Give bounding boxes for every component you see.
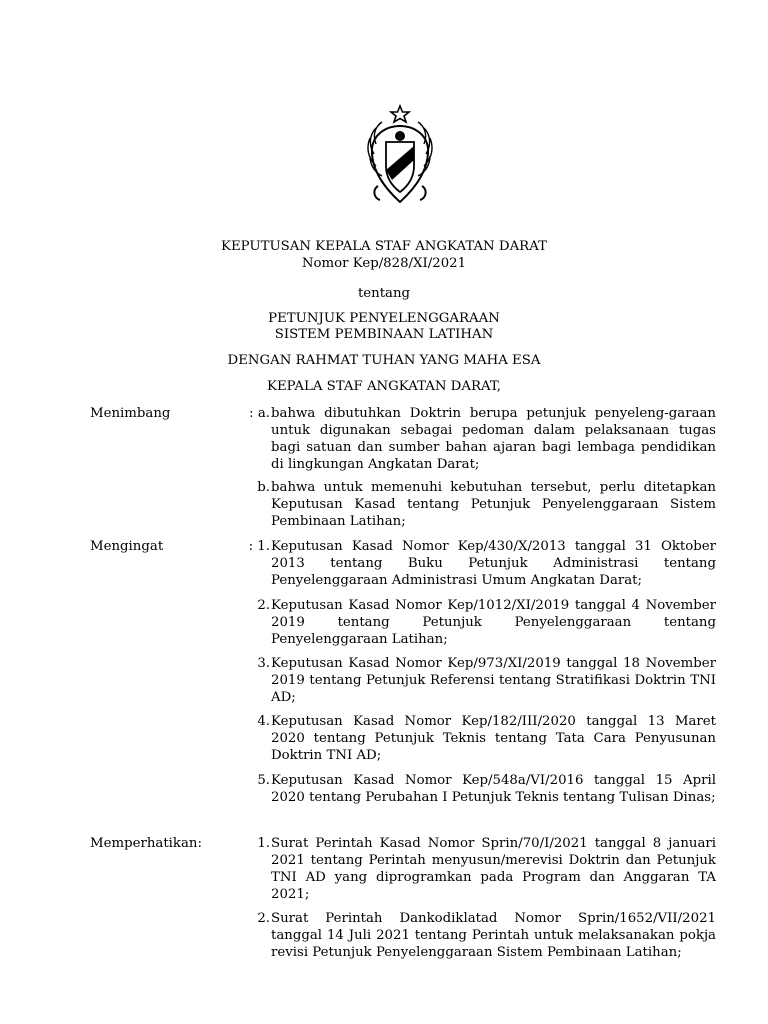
decree-number: Nomor Kep/828/XI/2021 xyxy=(301,256,467,271)
item-text: bahwa untuk memenuhi kebutuhan tersebut, perlu ditetapkan Keputusan Kasad tentang Petunjuk Penyelenggaraan Sistem Pembinaan Latihan; xyxy=(271,480,716,529)
item-marker: : 1. xyxy=(248,539,270,554)
decree-title: KEPUTUSAN KEPALA STAF ANGKATAN DARAT xyxy=(221,239,547,254)
subject-line-1: PETUNJUK PENYELENGGARAAN xyxy=(268,311,500,326)
item-text: Surat Perintah Dankodiklatad Nomor Sprin/1652/VII/2021 tanggal 14 Juli 2021 tentang Perintah untuk melaksanakan pokja revisi Petunjuk Penyelenggaraan Sistem Pembinaan Latihan; xyxy=(271,911,716,960)
tni-ad-emblem-icon xyxy=(362,104,438,206)
item-marker: 2. xyxy=(257,911,270,926)
section-label-memperhatikan: Memperhatikan: xyxy=(90,836,202,851)
tentang-label: tentang xyxy=(357,286,411,301)
item-marker: 2. xyxy=(257,598,270,613)
item-text: Keputusan Kasad Nomor Kep/1012/XI/2019 tanggal 4 November 2019 tentang Petunjuk Penyelenggaraan tentang Penyelenggaraan Latihan; xyxy=(271,598,716,647)
item-marker: 1. xyxy=(257,836,270,851)
item-text: Keputusan Kasad Nomor Kep/430/X/2013 tanggal 31 Oktober 2013 tentang Buku Petunjuk Administrasi tentang Penyelenggaraan Administrasi Umum Angkatan Darat; xyxy=(271,539,716,588)
item-marker: : a. xyxy=(249,406,270,421)
section-label-mengingat: Mengingat xyxy=(90,539,164,554)
item-marker: 5. xyxy=(257,773,270,788)
item-marker: 4. xyxy=(257,714,270,729)
authority-line: KEPALA STAF ANGKATAN DARAT, xyxy=(267,379,501,394)
subject-line-2: SISTEM PEMBINAAN LATIHAN xyxy=(274,327,494,342)
item-text: bahwa dibutuhkan Doktrin berupa petunjuk penyeleng-garaan untuk digunakan sebagai pedoman dalam pelaksanaan tugas bagi satuan dan sumber bahan ajaran bagi lembaga pendidikan di lingkungan Angkatan Darat; xyxy=(271,406,716,472)
blessing-line: DENGAN RAHMAT TUHAN YANG MAHA ESA xyxy=(227,353,541,368)
item-marker: b. xyxy=(257,480,270,495)
item-text: Keputusan Kasad Nomor Kep/548a/VI/2016 tanggal 15 April 2020 tentang Perubahan I Petunjuk Teknis tentang Tulisan Dinas; xyxy=(271,773,716,805)
item-text: Keputusan Kasad Nomor Kep/973/XI/2019 tanggal 18 November 2019 tentang Petunjuk Referensi tentang Stratifikasi Doktrin TNI AD; xyxy=(271,656,716,705)
item-text: Keputusan Kasad Nomor Kep/182/III/2020 tanggal 13 Maret 2020 tentang Petunjuk Teknis tentang Tata Cara Penyusunan Doktrin TNI AD; xyxy=(271,714,716,763)
section-label-menimbang: Menimbang xyxy=(90,406,171,421)
item-text: Surat Perintah Kasad Nomor Sprin/70/I/2021 tanggal 8 januari 2021 tentang Perintah menyusun/merevisi Doktrin dan Petunjuk TNI AD yang diprogramkan pada Program dan Anggaran TA 2021; xyxy=(271,836,716,902)
item-marker: 3. xyxy=(257,656,270,671)
